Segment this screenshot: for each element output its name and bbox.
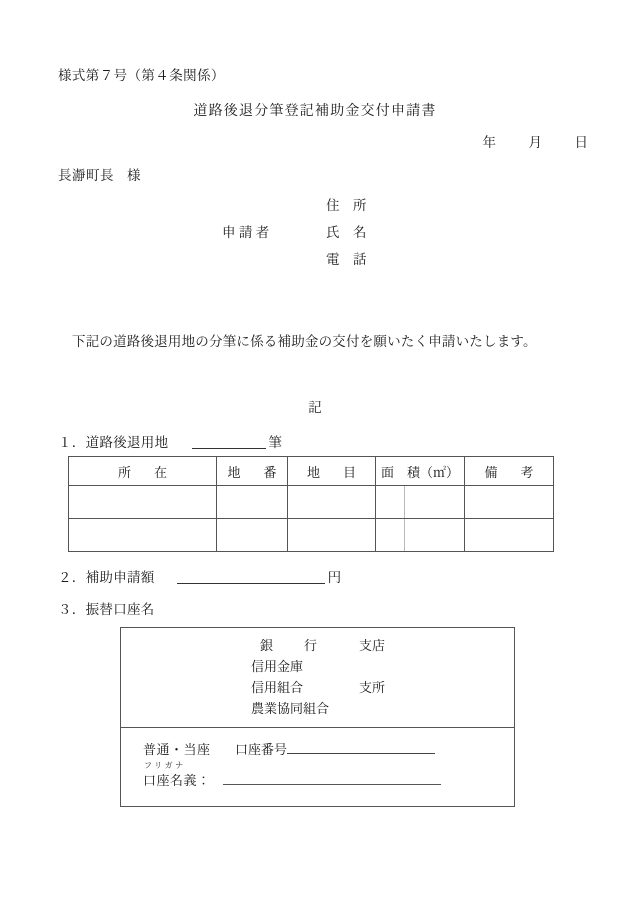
bank-row-shinkin[interactable] xyxy=(121,656,514,677)
item-1 xyxy=(58,431,282,451)
account-holder-label: 口座名義： xyxy=(143,773,211,788)
account-number-row xyxy=(121,739,514,762)
bank-account-box xyxy=(120,627,515,807)
addressee-name: 長瀞町長 xyxy=(58,168,114,183)
date-line xyxy=(0,131,588,151)
cell-area-right[interactable] xyxy=(405,519,464,551)
table-row xyxy=(69,519,554,552)
item-3 xyxy=(58,598,155,618)
date-year-label: 年 xyxy=(482,135,496,150)
applicant-row-address xyxy=(222,194,388,221)
item-3-number: ３． xyxy=(58,602,86,617)
cell-area[interactable] xyxy=(376,486,465,519)
table-header-location: 所 在 xyxy=(69,457,217,486)
account-number-label: 口座番号 xyxy=(235,742,288,757)
body-sentence: 下記の道路後退用地の分筆に係る補助金の交付を願いたく申請いたします。 xyxy=(72,334,537,349)
item-2-unit: 円 xyxy=(327,570,342,585)
table-header-land-category: 地 目 xyxy=(288,457,376,486)
cell-area-right[interactable] xyxy=(405,486,464,518)
item-2 xyxy=(58,566,341,586)
page-title: 道路後退分筆登記補助金交付申請書 xyxy=(193,104,437,119)
account-number-input[interactable] xyxy=(287,740,435,754)
cell-lot-number[interactable] xyxy=(217,486,288,519)
applicant-block xyxy=(222,194,388,275)
applicant-field-phone: 電 話 xyxy=(326,252,367,267)
cell-remarks[interactable] xyxy=(465,486,554,519)
bank-row-bank[interactable] xyxy=(121,635,514,656)
applicant-field-name: 氏 名 xyxy=(326,225,367,240)
item-1-number: １． xyxy=(58,435,86,450)
form-number: 様式第７号（第４条関係） xyxy=(58,68,225,83)
item-3-label: 振替口座名 xyxy=(85,602,155,617)
furigana-label: フリガナ xyxy=(144,761,186,770)
table-header-remarks: 備 考 xyxy=(465,457,554,486)
account-kind-label[interactable]: 普通・当座 xyxy=(143,742,211,757)
item-2-input[interactable] xyxy=(177,569,325,584)
account-holder-line xyxy=(143,770,441,789)
cell-lot-number[interactable] xyxy=(217,519,288,552)
cell-area[interactable] xyxy=(376,519,465,552)
addressee-honorific: 様 xyxy=(127,168,141,183)
bank-type-bank: 銀 行 xyxy=(260,638,327,653)
item-1-input[interactable] xyxy=(192,434,266,449)
cell-land-category[interactable] xyxy=(288,519,376,552)
table-header-lot-number: 地 番 xyxy=(217,457,288,486)
cell-location[interactable] xyxy=(69,519,217,552)
cell-remarks[interactable] xyxy=(465,519,554,552)
table-row xyxy=(69,486,554,519)
bank-branch-shisho: 支所 xyxy=(359,680,386,695)
item-1-unit: 筆 xyxy=(268,435,283,450)
bank-account-details xyxy=(121,728,514,806)
cell-land-category[interactable] xyxy=(288,486,376,519)
bank-row-nokyo[interactable] xyxy=(121,698,514,719)
applicant-group-label: 申 請 者 xyxy=(222,225,270,240)
account-holder-input[interactable] xyxy=(223,771,441,785)
date-day-label: 日 xyxy=(574,135,588,150)
item-2-label: 補助申請額 xyxy=(85,570,155,585)
cell-area-left[interactable] xyxy=(376,486,405,518)
bank-institution-list xyxy=(121,628,514,727)
item-2-number: ２． xyxy=(58,570,86,585)
land-table xyxy=(68,456,554,552)
cell-location[interactable] xyxy=(69,486,217,519)
bank-type-nokyo: 農業協同組合 xyxy=(251,701,330,716)
date-month-label: 月 xyxy=(528,135,542,150)
account-holder-row xyxy=(121,762,514,792)
addressee xyxy=(58,164,141,184)
item-1-label: 道路後退用地 xyxy=(85,435,169,450)
bank-type-shinkumi: 信用組合 xyxy=(251,680,304,695)
bank-branch-shiten: 支店 xyxy=(359,638,386,653)
table-header-area: 面 積（㎡） xyxy=(376,457,465,486)
bank-type-shinkin: 信用金庫 xyxy=(251,659,304,674)
bank-row-shinkumi[interactable] xyxy=(121,677,514,698)
applicant-row-name xyxy=(222,221,388,248)
table-header-row xyxy=(69,457,554,486)
applicant-row-phone xyxy=(222,248,388,275)
cell-area-left[interactable] xyxy=(376,519,405,551)
ki-mark: 記 xyxy=(308,400,322,415)
applicant-field-address: 住 所 xyxy=(326,198,367,213)
